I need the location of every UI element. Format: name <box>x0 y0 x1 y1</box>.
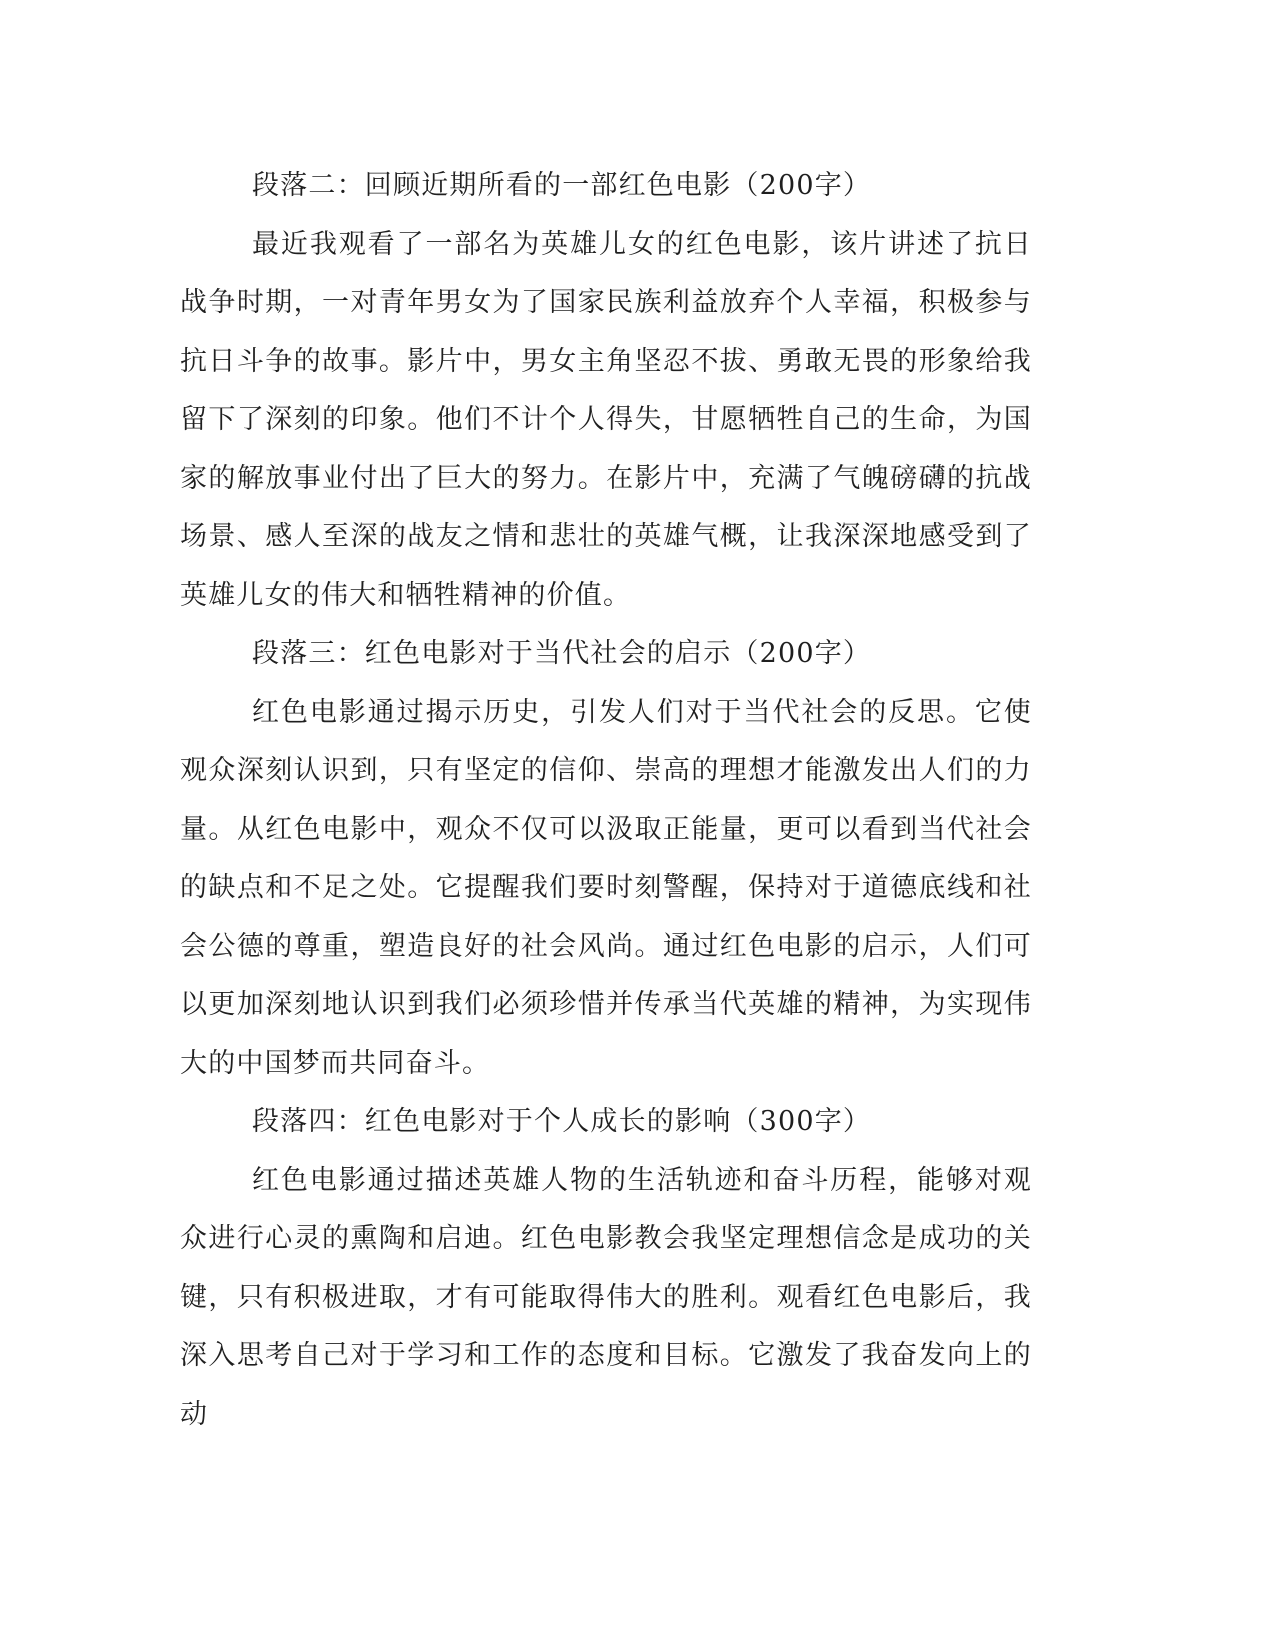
document-body <box>180 157 1032 1444</box>
section-heading: 段落四：红色电影对于个人成长的影响（300字） <box>252 1106 872 1137</box>
section-paragraph: 红色电影通过描述英雄人物的生活轨迹和奋斗历程，能够对观众进行心灵的熏陶和启迪。红色电影教会我坚定理想信念是成功的关键，只有积极进取，才有可能取得伟大的胜利。观看红色电影后，我深入思考自己对于学习和工作的态度和目标。它激发了我奋发向上的动 <box>180 1164 1032 1430</box>
section-paragraph: 最近我观看了一部名为英雄儿女的红色电影，该片讲述了抗日战争时期，一对青年男女为了国家民族利益放弃个人幸福，积极参与抗日斗争的故事。影片中，男女主角坚忍不拔、勇敢无畏的形象给我留下了深刻的印象。他们不计个人得失，甘愿牺牲自己的生命，为国家的解放事业付出了巨大的努力。在影片中，充满了气魄磅礴的抗战场景、感人至深的战友之情和悲壮的英雄气概，让我深深地感受到了英雄儿女的伟大和牺牲精神的价值。 <box>180 228 1032 611</box>
section-paragraph: 红色电影通过揭示历史，引发人们对于当代社会的反思。它使观众深刻认识到，只有坚定的信仰、崇高的理想才能激发出人们的力量。从红色电影中，观众不仅可以汲取正能量，更可以看到当代社会的缺点和不足之处。它提醒我们要时刻警醒，保持对于道德底线和社会公德的尊重，塑造良好的社会风尚。通过红色电影的启示，人们可以更加深刻地认识到我们必须珍惜并传承当代英雄的精神，为实现伟大的中国梦而共同奋斗。 <box>180 696 1032 1079</box>
section-heading: 段落二：回顾近期所看的一部红色电影（200字） <box>252 170 872 201</box>
section-heading: 段落三：红色电影对于当代社会的启示（200字） <box>252 638 872 669</box>
